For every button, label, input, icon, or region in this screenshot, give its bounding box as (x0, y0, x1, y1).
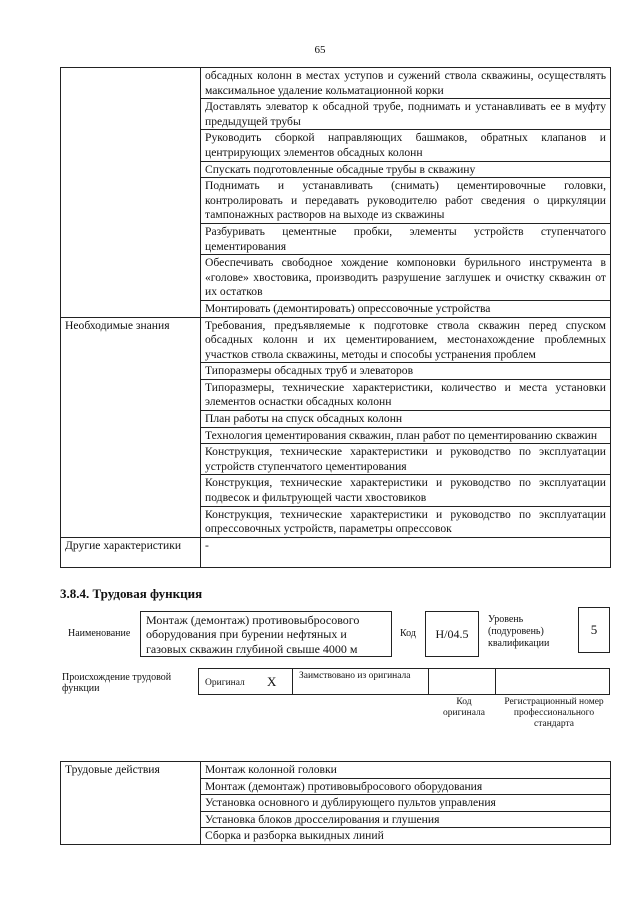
knowledge-item: Требования, предъявляемые к подготовке ствола скважин перед спуском обсадных колонн и их цементированием, местонахождение проблемных участков ствола скважины, методы и способы устранения проблем (201, 317, 611, 363)
borrowed-cell (292, 668, 429, 695)
knowledge-item: План работы на спуск обсадных колонн (201, 411, 611, 428)
origin-row (198, 668, 610, 695)
borrowed-label: Заимствовано из оригинала (299, 671, 411, 681)
labor-actions-table (60, 761, 611, 845)
level-label: Уровень (подуровень) квалификации (488, 614, 550, 649)
origin-code-caption: Код оригинала (443, 697, 485, 718)
table-row (61, 537, 611, 567)
function-name-field: Монтаж (демонтаж) противовыбросового оборудования при бурении нефтяных и газовых скважин глубиной свыше 4000 м (140, 611, 392, 657)
reg-number-caption: Регистрационный номер профессионального стандарта (504, 697, 604, 729)
code-label: Код (400, 628, 416, 639)
skills-knowledge-table (60, 67, 611, 568)
knowledge-item: Типоразмеры обсадных труб и элеваторов (201, 363, 611, 380)
other-value: - (201, 537, 611, 567)
skill-item: обсадных колонн в местах уступов и сужений ствола скважины, осуществлять максимальное удаление кольматационной корки (201, 68, 611, 99)
skill-item: Спускать подготовленные обсадные трубы в скважину (201, 161, 611, 178)
skill-item: Монтировать (демонтировать) опрессовочные устройства (201, 300, 611, 317)
origin-code-cell (428, 668, 496, 695)
qualification-level-field: 5 (578, 607, 610, 653)
knowledge-item: Конструкция, технические характеристики и руководство по эксплуатации устройств ступенчатого цементирования (201, 444, 611, 475)
table-row (61, 317, 611, 363)
action-item: Сборка и разборка выкидных линий (201, 828, 611, 845)
table-row (61, 762, 611, 779)
actions-label: Трудовые действия (61, 762, 201, 845)
name-label: Наименование (68, 628, 131, 639)
action-item: Установка основного и дублирующего пультов управления (201, 795, 611, 812)
skill-item: Руководить сборкой направляющих башмаков, обратных клапанов и центрирующих элементов обсадных колонн (201, 130, 611, 161)
original-label: Оригинал (205, 678, 245, 688)
action-item: Монтаж колонной головки (201, 762, 611, 779)
skill-item: Доставлять элеватор к обсадной трубе, поднимать и устанавливать ее в муфту предыдущей трубы (201, 99, 611, 130)
knowledge-label: Необходимые знания (61, 317, 201, 537)
skill-item: Обеспечивать свободное хождение компоновки бурильного инструмента в «голове» хвостовика, производить разрушение заглушек и очистку скважин от их остатков (201, 255, 611, 301)
page-number: 65 (314, 44, 326, 56)
skill-item: Разбуривать цементные пробки, элементы устройств ступенчатого цементирования (201, 223, 611, 254)
knowledge-item: Конструкция, технические характеристики и руководство по эксплуатации опрессовочных устройств, параметры опрессовок (201, 506, 611, 537)
skill-item: Поднимать и устанавливать (снимать) цементировочные головки, контролировать и передавать руководителю работ сведения о циркуляции тампонажных растворов на выходе из скважины (201, 178, 611, 224)
original-mark: X (267, 674, 277, 689)
knowledge-item: Конструкция, технические характеристики и руководство по эксплуатации подвесок и фильтрующей части хвостовиков (201, 475, 611, 506)
knowledge-item: Технология цементирования скважин, план работ по цементированию скважин (201, 427, 611, 444)
other-label: Другие характеристики (61, 537, 201, 567)
action-item: Монтаж (демонтаж) противовыбросового оборудования (201, 778, 611, 795)
function-code-field: H/04.5 (425, 611, 479, 657)
section-title: 3.8.4. Трудовая функция (60, 586, 203, 601)
action-item: Установка блоков дросселирования и глушения (201, 811, 611, 828)
table-row (61, 68, 611, 99)
original-cell (198, 668, 293, 695)
knowledge-item: Типоразмеры, технические характеристики, количество и места установки элементов оснастки обсадных колонн (201, 379, 611, 410)
origin-label: Происхождение трудовой функции (62, 672, 172, 694)
row-label-empty (61, 68, 201, 318)
reg-number-cell (495, 668, 610, 695)
